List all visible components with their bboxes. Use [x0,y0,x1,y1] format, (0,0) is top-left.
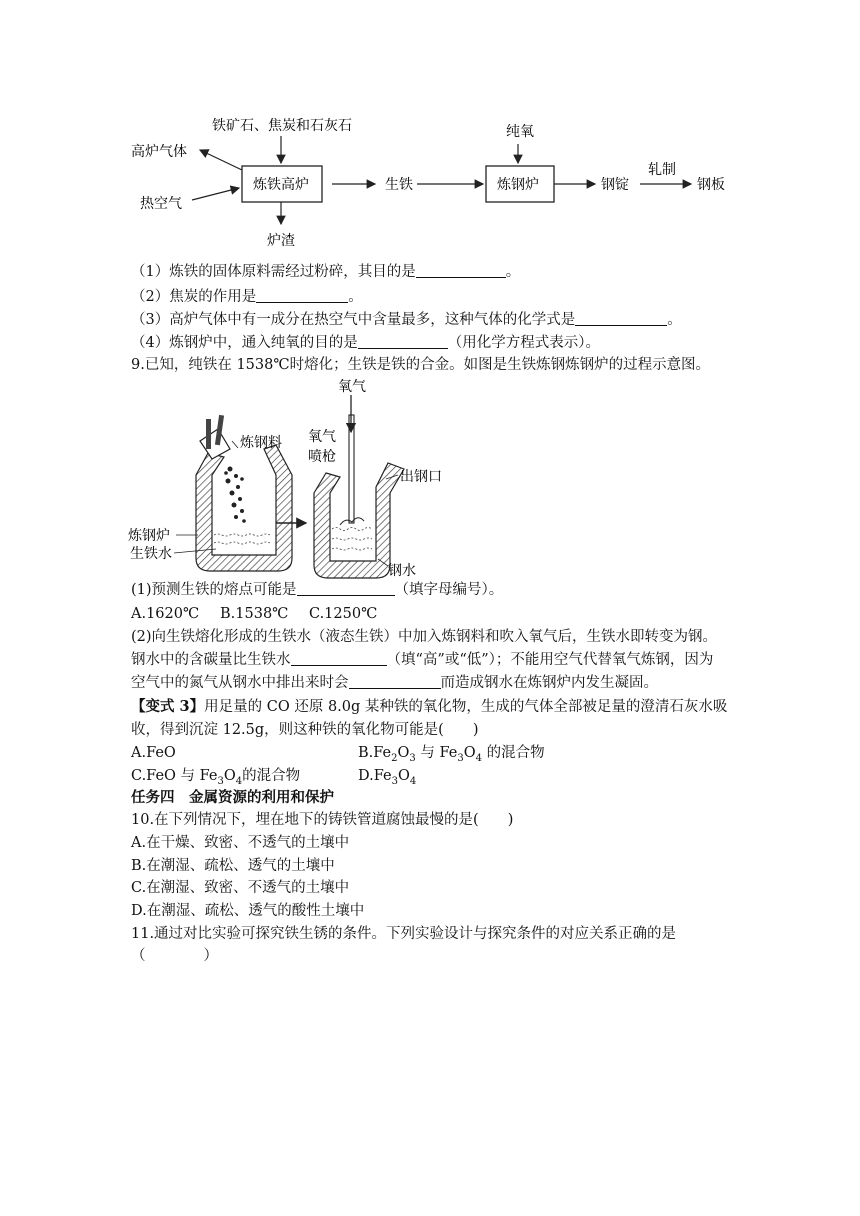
subscript: 4 [475,752,482,764]
label-pig-iron: 生铁 [385,177,413,193]
variant3-option-d-text: O [397,768,410,784]
variant3-line2: 收，得到沉淀 12.5g，则这种铁的氧化物可能是( ) [131,722,479,738]
label-steel-material: 炼钢料 [240,435,282,451]
q10-option-d[interactable]: D.在潮湿、疏松、透气的酸性土壤中 [131,903,365,919]
q8-part1-end: 。 [505,264,521,280]
label-lance-oxygen: 氧气 [308,429,336,445]
q8-part3-blank[interactable] [575,311,667,326]
label-ingot: 钢锭 [601,177,629,193]
arrow-gas-out [200,150,242,170]
variant3-line1 [131,697,727,717]
q8-part1 [131,262,520,282]
label-lance-gun: 喷枪 [308,449,336,465]
q10-option-a[interactable]: A.在干燥、致密、不透气的土壤中 [131,835,350,851]
q10-option-b[interactable]: B.在潮湿、疏松、透气的土壤中 [131,858,335,874]
label-gas-out: 高炉气体 [131,144,187,160]
variant3-option-d[interactable] [358,766,416,792]
label-input-top: 铁矿石、焦炭和石灰石 [212,118,352,134]
variant3-option-c-text: C.FeO 与 Fe [131,768,218,784]
variant3-text-1: 用足量的 CO 还原 8.0g 某种铁的氧化物，生成的气体全部被足量的澄清石灰水吸 [204,699,728,715]
label-oxygen-top: 氧气 [338,379,366,395]
q9-part2-line1: (2)向生铁熔化形成的生铁水（液态生铁）中加入炼钢料和吹入氧气后，生铁水即转变为钢。 [131,629,718,645]
variant3-option-c-text: O [223,768,236,784]
label-rolling: 轧制 [648,162,676,178]
q8-part3-text: （3）高炉气体中有一成分在热空气中含量最多，这种气体的化学式是 [131,312,576,328]
variant3-option-b-text: 的混合物 [481,745,545,761]
q8-part3-end: 。 [667,312,682,328]
q9-part1 [131,580,503,600]
q8-part1-blank[interactable] [416,263,506,278]
q9-part2-text: 钢水中的含碳量比生铁水 [131,652,291,668]
variant3-option-d-text: D.Fe [358,768,392,784]
flowchart-figure [120,108,740,256]
variant3-option-b-text: O [463,745,476,761]
q11-stem: 11.通过对比实验可探究铁生锈的条件。下列实验设计与探究条件的对应关系正确的是 [131,926,677,942]
q10-option-c[interactable]: C.在潮湿、致密、不透气的土壤中 [131,880,350,896]
steel-furnace-figure [126,375,456,583]
label-steel-water: 钢水 [388,563,416,579]
q8-part2-text: （2）焦炭的作用是 [131,289,257,305]
variant3-option-b-text: O [397,745,410,761]
q9-option-a[interactable]: A.1620℃ [131,606,200,622]
q9-part2-text-3: 空气中的氮气从钢水中排出来时会 [131,675,349,691]
q8-part2 [131,287,363,307]
q8-part4-text: （4）炼钢炉中，通入纯氧的目的是 [131,335,358,351]
q10-stem: 10.在下列情况下，埋在地下的铸铁管道腐蚀最慢的是( ) [131,812,514,828]
subscript: 3 [457,752,464,764]
q9-part2-text-2: （填“高”或“低”）；不能用空气代替氧气炼钢，因为 [386,652,714,668]
q9-part1-end: （填字母编号）。 [394,582,504,598]
subscript: 3 [409,752,416,764]
variant3-option-c-text: 的混合物 [242,768,301,784]
arrow-hot-air [192,188,239,200]
subscript: 4 [235,775,243,787]
q8-part2-blank[interactable] [256,288,348,303]
right-furnace [314,395,404,578]
q9-option-b[interactable]: B.1538℃ [220,606,289,622]
q9-part2-blank-1[interactable] [291,651,387,666]
q8-part2-end: 。 [348,289,363,305]
label-pig-iron-water: 生铁水 [130,546,172,562]
subscript: 3 [217,775,224,787]
label-pure-oxygen: 纯氧 [506,124,534,140]
subscript: 2 [391,752,398,764]
label-blast-furnace: 炼铁高炉 [253,177,309,193]
variant3-option-a[interactable]: A.FeO [131,745,176,761]
q9-option-c[interactable]: C.1250℃ [309,606,378,622]
variant3-option-b-text: B.Fe [358,745,392,761]
q9-part2-line2 [131,650,713,670]
q9-stem: 9.已知，纯铁在 1538℃时熔化；生铁是铁的合金。如图是生铁炼钢炼钢炉的过程示意图。 [131,357,711,373]
q9-part1-text: (1)预测生铁的熔点可能是 [131,582,297,598]
q11-answer-slot[interactable]: （ ） [131,948,218,964]
q9-part2-blank-2[interactable] [349,674,441,689]
q8-part4 [131,333,600,353]
task4-title: 任务四 金属资源的利用和保护 [131,789,334,806]
label-steel-outlet: 出钢口 [400,469,442,485]
subscript: 3 [391,775,398,787]
label-steel-furnace-2: 炼钢炉 [128,528,170,544]
q8-part4-blank[interactable] [358,334,448,349]
label-slag: 炉渣 [267,233,295,249]
q8-part4-end: （用化学方程式表示）。 [447,335,600,351]
q9-part2-line3 [131,673,658,693]
variant3-option-b-text: 与 Fe [415,745,458,761]
label-plate: 钢板 [697,177,725,193]
variant3-option-b[interactable] [358,743,545,769]
q8-part1-text: （1）炼铁的固体原料需经过粉碎，其目的是 [131,264,416,280]
q9-part2-text-4: 而造成钢水在炼钢炉内发生凝固。 [440,675,658,691]
variant3-tag: 【变式 3】 [131,698,205,715]
subscript: 4 [409,775,417,787]
label-steel-furnace: 炼钢炉 [497,177,539,193]
q9-part1-blank[interactable] [297,581,395,596]
label-hot-air: 热空气 [140,196,182,212]
q8-part3 [131,310,682,330]
